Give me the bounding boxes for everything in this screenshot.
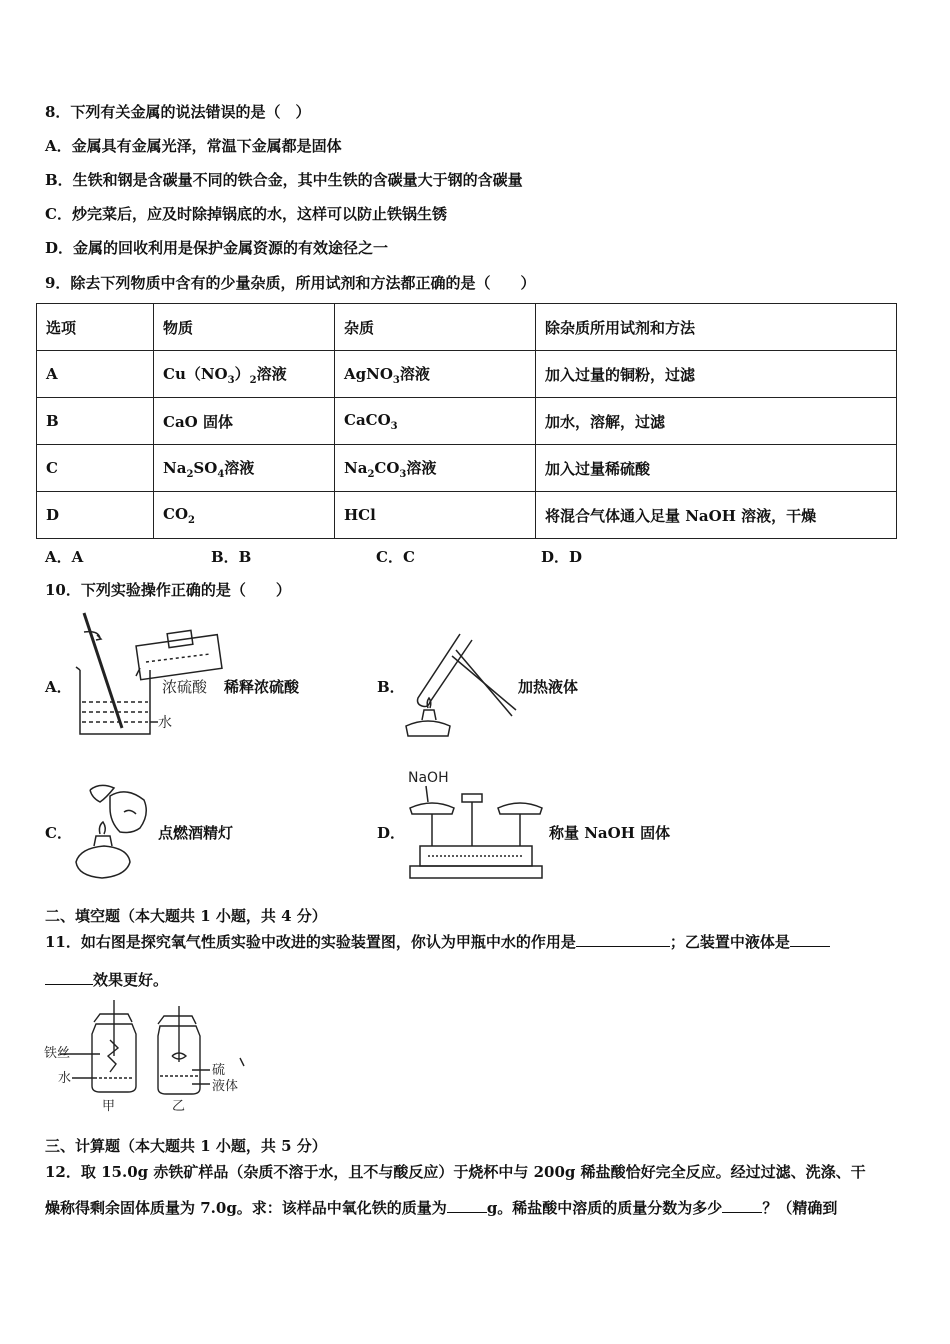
fig-water-label: 水 xyxy=(158,715,172,731)
q10-stem: 10．下列实验操作正确的是（ ） xyxy=(45,581,291,599)
section-3-title: 三、计算题（本大题共 1 小题，共 5 分） xyxy=(45,1137,327,1155)
q10-d-caption: 称量 NaOH 固体 xyxy=(549,824,671,842)
table-row xyxy=(37,492,897,539)
fig-jia-label: 甲 xyxy=(102,1099,116,1114)
q11-line-1: 11．如右图是探究氧气性质实验中改进的实验装置图，你认为甲瓶中水的作用是 ；乙装置中液体是 xyxy=(45,932,830,952)
q9-table xyxy=(36,303,897,539)
q9-choice-b: B．B xyxy=(211,548,252,566)
q10-c-caption: 点燃酒精灯 xyxy=(158,824,234,842)
table-cell-impurity: CaCO$_3$ xyxy=(335,398,536,445)
table-header: 杂质 xyxy=(335,304,536,351)
fig-iron-wire-label: 铁丝 xyxy=(44,1046,71,1061)
q10-c-letter: C． xyxy=(45,824,72,842)
q10-b-letter: B． xyxy=(377,678,405,696)
q8-option-a: A．金属具有金属光泽，常温下金属都是固体 xyxy=(45,137,342,155)
q10-a-caption: 稀释浓硫酸 xyxy=(224,678,300,696)
balance-diagram xyxy=(402,766,548,882)
fig-yi-label: 乙 xyxy=(172,1099,186,1114)
table-cell-substance: $Cu(NO_3)_2$溶液 xyxy=(154,351,335,398)
table-cell-substance: CaO 固体 xyxy=(154,398,335,445)
table-header: 选项 xyxy=(37,304,154,351)
fig-sulfur-label: 硫 xyxy=(212,1063,226,1078)
fig-water-label-2: 水 xyxy=(58,1071,72,1086)
q9-choice-a: A．A xyxy=(45,548,84,566)
q11-line-2: 效果更好。 xyxy=(45,970,168,990)
naoh-fig-label: NaOH xyxy=(408,770,449,786)
q12-line-1: 12．取 15.0g 赤铁矿样品（杂质不溶于水，且不与酸反应）于烧杯中与 200g 稀盐酸恰好完全反应。经过过滤、洗涤、干 xyxy=(45,1163,866,1181)
q10-a-letter: A． xyxy=(45,678,72,696)
answer-blank-1[interactable] xyxy=(576,932,670,947)
q9-stem: 9．除去下列物质中含有的少量杂质，所用试剂和方法都正确的是（ ） xyxy=(45,274,536,292)
q10-b-caption: 加热液体 xyxy=(518,678,579,696)
table-cell-option: C xyxy=(37,445,154,492)
table-row xyxy=(37,445,897,492)
answer-blank-2[interactable] xyxy=(790,932,830,947)
q9-choice-d: D．D xyxy=(541,548,583,566)
table-row xyxy=(37,398,897,445)
table-cell-method: 将混合气体通入足量 NaOH 溶液，干燥 xyxy=(536,492,897,539)
fig-acid-label: 浓硫酸 xyxy=(162,678,208,696)
table-cell-option: B xyxy=(37,398,154,445)
q8-option-d: D．金属的回收利用是保护金属资源的有效途径之一 xyxy=(45,239,389,257)
table-cell-substance: $CO_2$ xyxy=(154,492,335,539)
table-cell-impurity: $Na_2CO_3$溶液 xyxy=(335,445,536,492)
q8-option-c: C．炒完菜后，应及时除掉锅底的水，这样可以防止铁锅生锈 xyxy=(45,205,447,223)
table-cell-method: 加入过量稀硫酸 xyxy=(536,445,897,492)
q8-option-b: B．生铁和钢是含碳量不同的铁合金，其中生铁的含碳量大于钢的含碳量 xyxy=(45,171,523,189)
table-header: 除杂质所用试剂和方法 xyxy=(536,304,897,351)
table-cell-substance: $Na_2SO_4$溶液 xyxy=(154,445,335,492)
q9-choice-c: C．C xyxy=(376,548,415,566)
table-cell-option: A xyxy=(37,351,154,398)
section-2-title: 二、填空题（本大题共 1 小题，共 4 分） xyxy=(45,907,327,925)
q9-choices xyxy=(45,546,845,566)
table-cell-option: D xyxy=(37,492,154,539)
table-header-row xyxy=(37,304,897,351)
answer-blank-2-cont[interactable] xyxy=(45,970,93,985)
table-cell-impurity: AgNO$_3$溶液 xyxy=(335,351,536,398)
answer-blank-4[interactable] xyxy=(722,1198,762,1213)
q10-d-letter: D． xyxy=(377,824,406,842)
table-header: 物质 xyxy=(154,304,335,351)
table-cell-method: 加水，溶解，过滤 xyxy=(536,398,897,445)
answer-blank-3[interactable] xyxy=(447,1198,487,1213)
alcohol-lamp-diagram xyxy=(70,778,160,884)
oxygen-experiment-diagram xyxy=(42,1000,252,1116)
q8-stem: 8．下列有关金属的说法错误的是（ ） xyxy=(45,103,311,121)
heating-liquid-diagram xyxy=(400,628,518,740)
table-cell-impurity: HCl xyxy=(335,492,536,539)
fig-liquid-label: 液体 xyxy=(212,1079,239,1094)
q12-line-2: 燥称得剩余固体质量为 7.0g。求：该样品中氧化铁的质量为 g。稀盐酸中溶质的质量分数为多少 ？（精确到 xyxy=(45,1199,838,1217)
table-cell-method: 加入过量的铜粉，过滤 xyxy=(536,351,897,398)
dilution-diagram xyxy=(70,610,230,742)
table-row xyxy=(37,351,897,398)
